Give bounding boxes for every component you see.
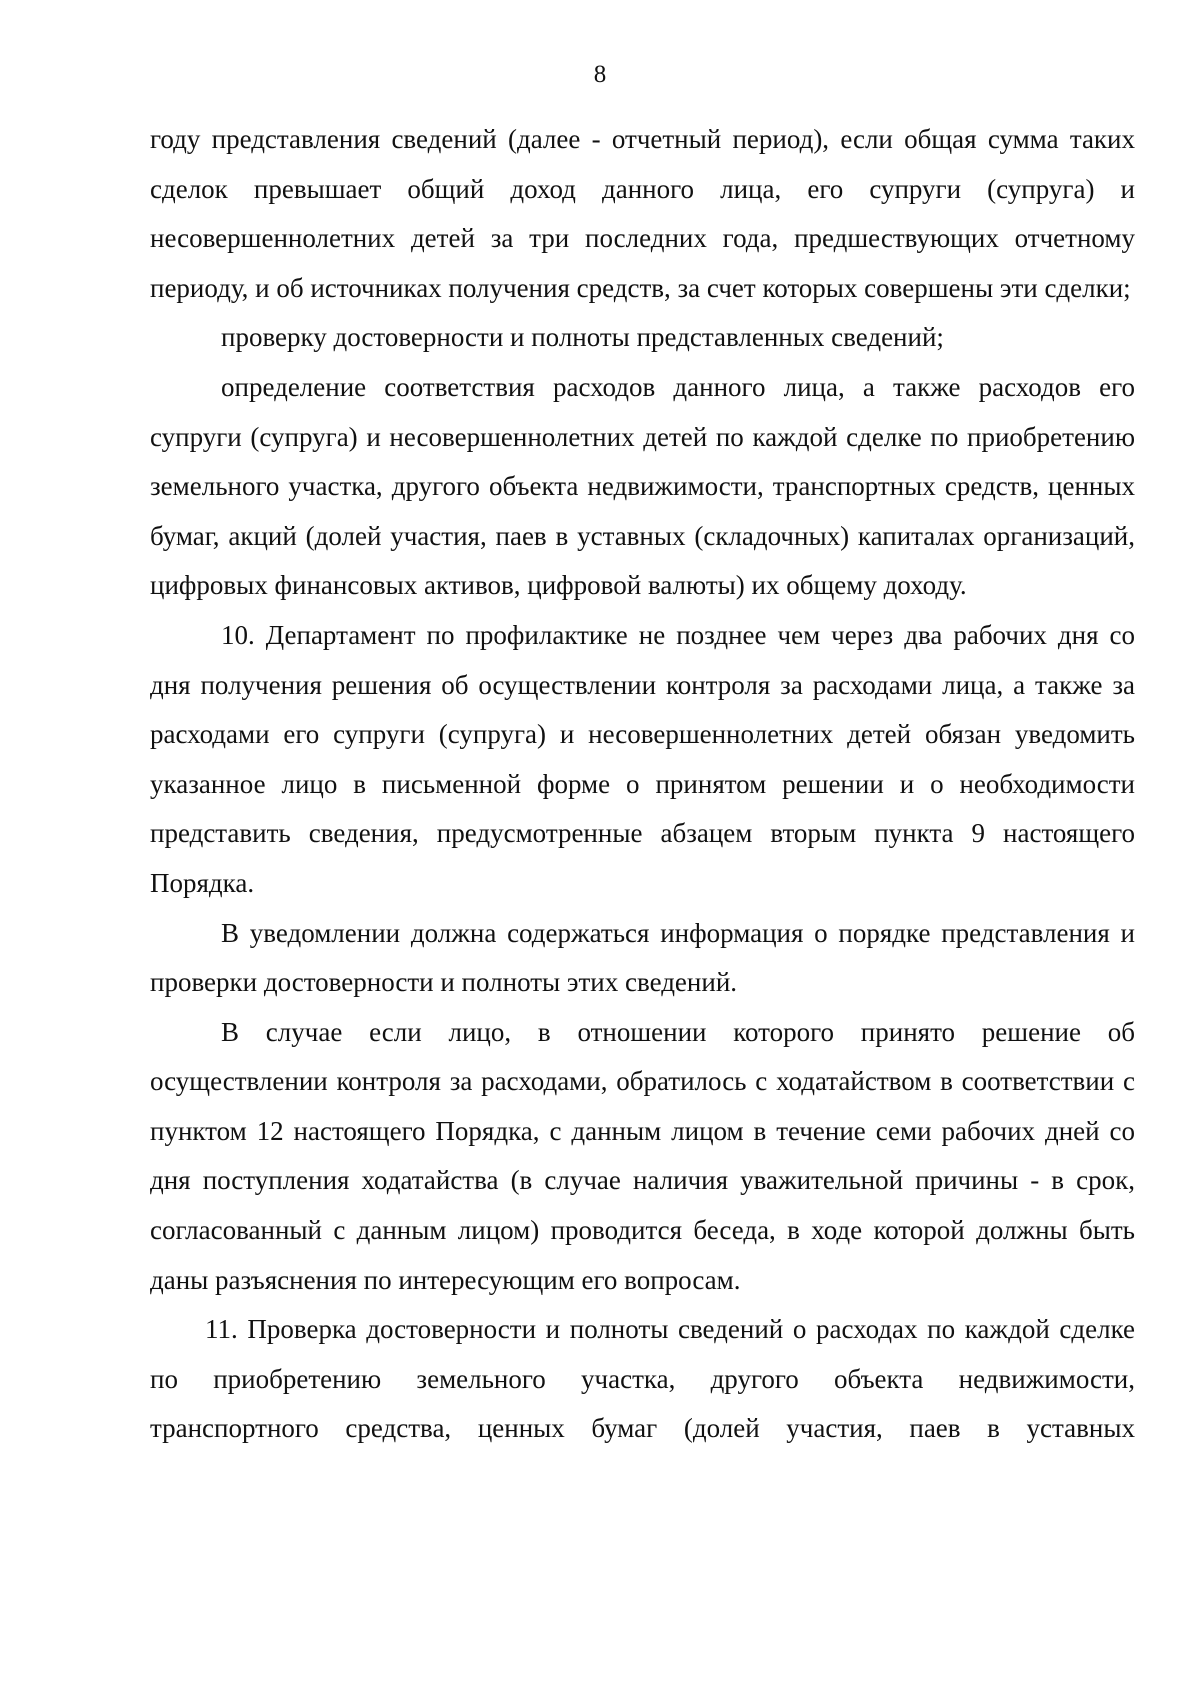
- paragraph-petition-conversation: В случае если лицо, в отношении которого принято решение об осуществлении контроля за расходами, обратилось с ходатайством в соответствии с пунктом 12 настоящего Порядка, с данным лицом в течение семи рабочих дней со дня поступления ходатайства (в случае наличия уважительной причины - в срок, согласованный с данным лицом) проводится беседа, в ходе которой должны быть даны разъяснения по интересующим его вопросам.: [150, 1016, 1135, 1295]
- paragraph-verification: проверку достоверности и полноты представленных сведений;: [221, 322, 944, 353]
- paragraph-reporting-period: году представления сведений (далее - отчетный период), если общая сумма таких сделок превышает общий доход данного лица, его супруги (супруга) и несовершеннолетних детей за три последних года, предшествующих отчетному периоду, и об источниках получения средств, за счет которых совершены эти сделки;: [150, 124, 1135, 303]
- paragraph-expense-compliance: определение соответствия расходов данного лица, а также расходов его супруги (супруга) и несовершеннолетних детей по каждой сделке по приобретению земельного участка, другого объекта недвижимости, транспортных средств, ценных бумаг, акций (долей участия, паев в уставных (складочных) капиталах организаций, цифровых финансовых активов, цифровой валюты) их общему доходу.: [150, 371, 1135, 601]
- document-body: [150, 115, 1135, 1454]
- paragraph-notification-content: В уведомлении должна содержаться информация о порядке представления и проверки достоверности и полноты этих сведений.: [150, 917, 1135, 998]
- paragraph-item-10: 10. Департамент по профилактике не позднее чем через два рабочих дня со дня получения решения об осуществлении контроля за расходами лица, а также за расходами его супруги (супруга) и несовершеннолетних детей обязан уведомить указанное лицо в письменной форме о принятом решении и о необходимости представить сведения, предусмотренные абзацем вторым пункта 9 настоящего Порядка.: [150, 619, 1135, 898]
- page-number: 8: [593, 61, 607, 88]
- paragraph-item-11: 11. Проверка достоверности и полноты сведений о расходах по каждой сделке по приобретению земельного участка, другого объекта недвижимости, транспортного средства, ценных бумаг (долей участия, паев в уставных: [150, 1314, 1135, 1444]
